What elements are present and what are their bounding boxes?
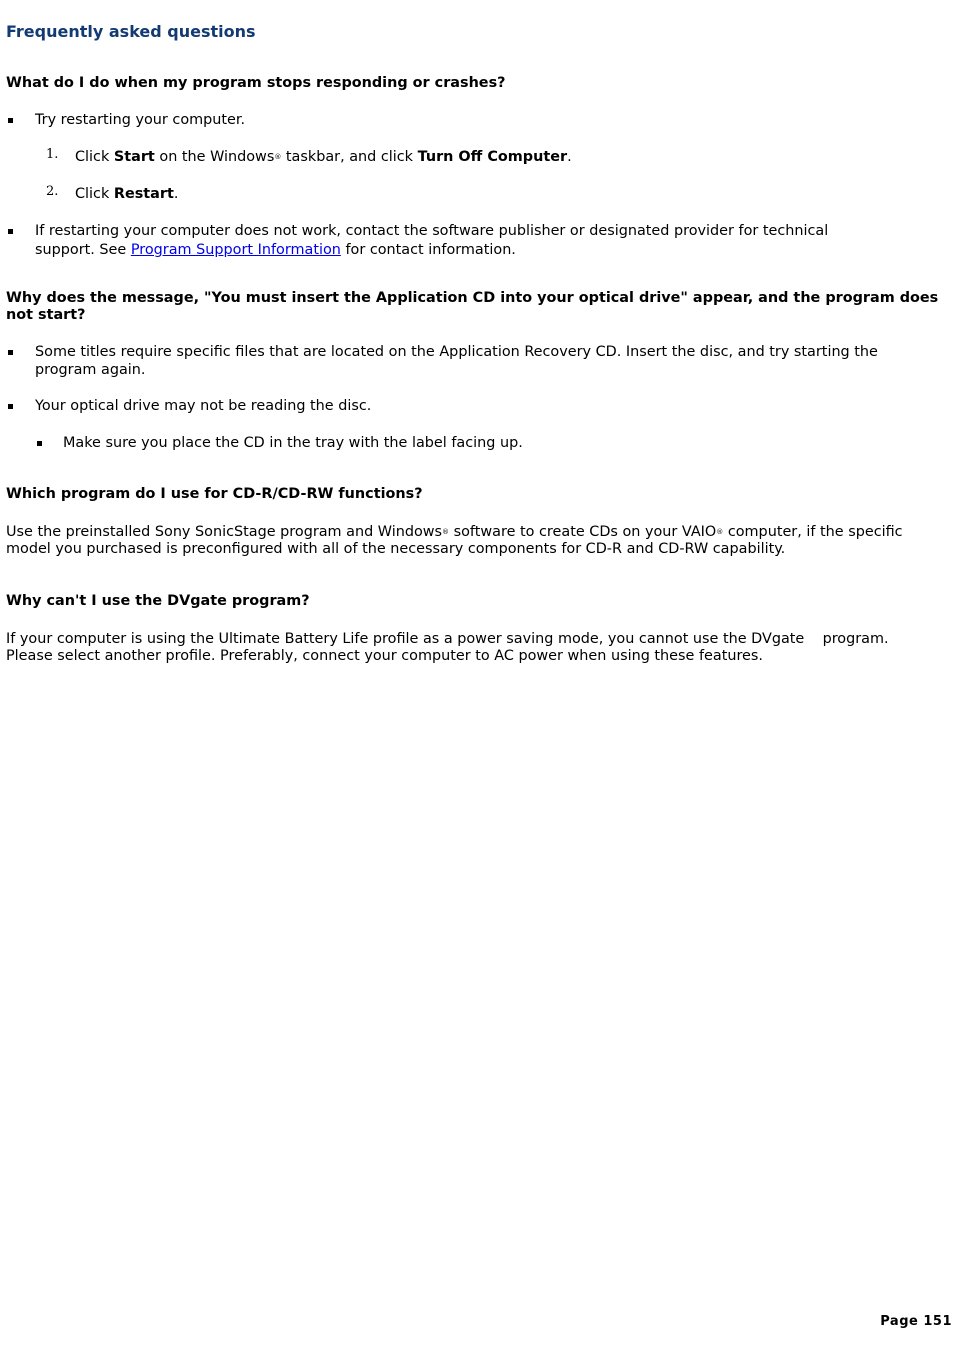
question-heading-cd-rw: Which program do I use for CD-R/CD-RW functions? xyxy=(6,486,423,502)
list-item-optical-drive: Your optical drive may not be reading the disc. xyxy=(35,398,372,414)
answer-cd-rw-line2: model you purchased is preconfigured with all of the necessary components for CD-R and CD-RW capability. xyxy=(6,541,786,557)
list-item-specific-files-line1: Some titles require specific files that are located on the Application Recovery CD. Insert the disc, and try starting the xyxy=(35,344,878,360)
sub-list-item-label-facing-up: Make sure you place the CD in the tray with the label facing up. xyxy=(63,435,523,451)
answer-dvgate-line2: Please select another profile. Preferably, connect your computer to AC power when using these features. xyxy=(6,648,763,664)
program-support-information-link[interactable]: Program Support Information xyxy=(130,242,341,258)
question-heading-dvgate: Why can't I use the DVgate program? xyxy=(6,593,310,609)
list-item-contact-publisher-line1: If restarting your computer does not work, contact the software publisher or designated provider for technical xyxy=(35,223,829,239)
question-heading-program-crashes: What do I do when my program stops responding or crashes? xyxy=(6,75,506,91)
step-item-click-start: Click Start on the Windows® taskbar, and click Turn Off Computer. xyxy=(75,149,572,165)
list-item-contact-publisher-line2: support. See Program Support Information for contact information. xyxy=(35,242,516,258)
answer-cd-rw-line1: Use the preinstalled Sony SonicStage program and Windows® software to create CDs on your VAIO® computer, if the specific xyxy=(6,524,903,540)
step-item-click-restart: Click Restart. xyxy=(75,186,179,202)
list-item-specific-files-line2: program again. xyxy=(35,362,146,378)
page-title: Frequently asked questions xyxy=(6,22,256,41)
bullet-marker xyxy=(8,350,13,355)
question-heading-insert-cd: Why does the message, "You must insert the Application CD into your optical drive" appear, and the program does not start? xyxy=(6,290,939,323)
step-number: 1. xyxy=(46,147,59,162)
answer-dvgate-line1: If your computer is using the Ultimate Battery Life profile as a power saving mode, you cannot use the DVgate program. xyxy=(6,631,889,647)
page-number: Page 151 xyxy=(880,1314,952,1329)
bullet-marker xyxy=(8,229,13,234)
step-number: 2. xyxy=(46,184,59,199)
bullet-marker xyxy=(8,118,13,123)
bullet-marker xyxy=(37,441,42,446)
list-item-restart: Try restarting your computer. xyxy=(35,112,246,128)
bullet-marker xyxy=(8,404,13,409)
